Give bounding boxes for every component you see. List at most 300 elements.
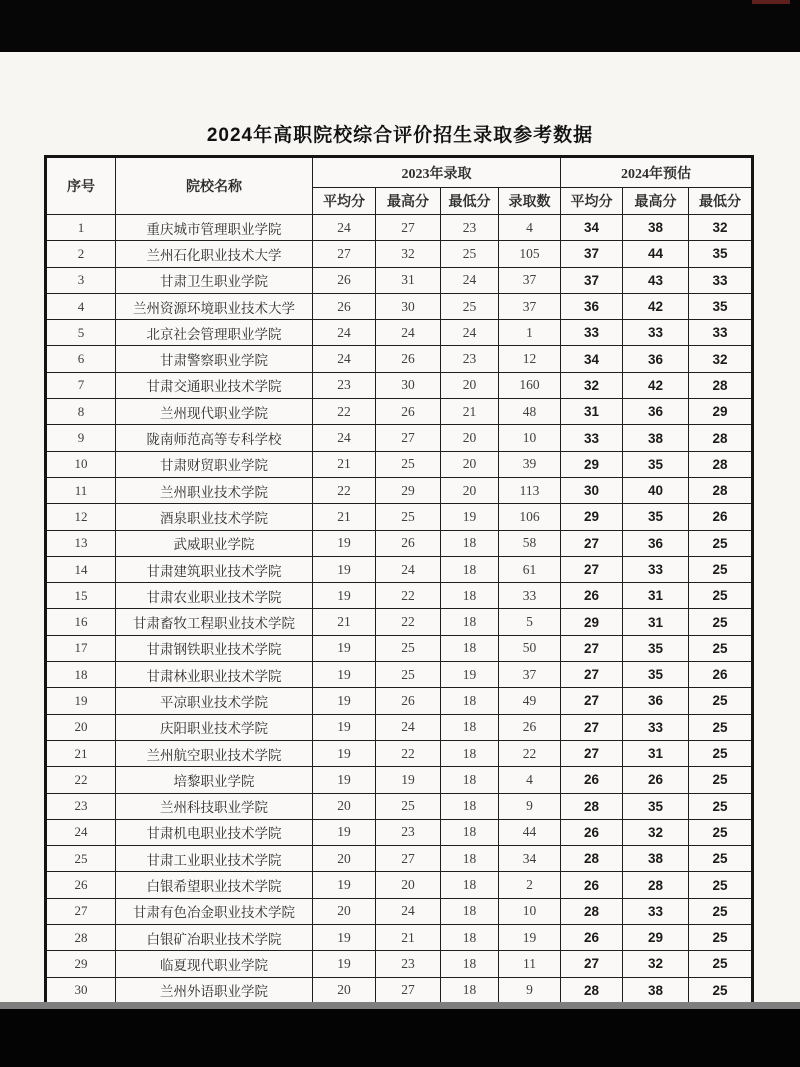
min-2023: 18 xyxy=(441,846,499,872)
table-row xyxy=(46,425,753,451)
header-college-name: 院校名称 xyxy=(116,157,313,215)
max-2023: 23 xyxy=(376,951,441,977)
max-2024: 36 xyxy=(623,530,689,556)
row-index: 1 xyxy=(46,215,116,241)
avg-2023: 20 xyxy=(313,977,376,1003)
min-2024: 25 xyxy=(689,583,753,609)
table-row xyxy=(46,714,753,740)
count-2023: 9 xyxy=(499,977,561,1003)
max-2023: 25 xyxy=(376,793,441,819)
avg-2024: 29 xyxy=(561,451,623,477)
max-2024: 35 xyxy=(623,793,689,819)
max-2024: 35 xyxy=(623,635,689,661)
college-name: 陇南师范高等专科学校 xyxy=(116,425,313,451)
table-row xyxy=(46,530,753,556)
bottom-black-band xyxy=(0,1009,800,1067)
max-2024: 33 xyxy=(623,898,689,924)
max-2023: 26 xyxy=(376,399,441,425)
min-2023: 18 xyxy=(441,872,499,898)
college-name: 甘肃农业职业技术学院 xyxy=(116,583,313,609)
table-row xyxy=(46,688,753,714)
max-2024: 38 xyxy=(623,425,689,451)
college-name: 兰州职业技术学院 xyxy=(116,477,313,503)
header-count-2023: 录取数 xyxy=(499,188,561,215)
avg-2023: 21 xyxy=(313,609,376,635)
max-2023: 22 xyxy=(376,740,441,766)
table-row xyxy=(46,372,753,398)
count-2023: 49 xyxy=(499,688,561,714)
min-2024: 28 xyxy=(689,451,753,477)
min-2023: 18 xyxy=(441,688,499,714)
count-2023: 160 xyxy=(499,372,561,398)
count-2023: 105 xyxy=(499,241,561,267)
college-name: 甘肃卫生职业学院 xyxy=(116,267,313,293)
max-2023: 30 xyxy=(376,372,441,398)
college-name: 兰州资源环境职业技术大学 xyxy=(116,293,313,319)
min-2024: 25 xyxy=(689,846,753,872)
max-2023: 24 xyxy=(376,714,441,740)
max-2024: 31 xyxy=(623,609,689,635)
min-2024: 35 xyxy=(689,241,753,267)
table-row xyxy=(46,898,753,924)
min-2024: 29 xyxy=(689,399,753,425)
avg-2023: 26 xyxy=(313,293,376,319)
avg-2024: 34 xyxy=(561,346,623,372)
table-row xyxy=(46,293,753,319)
avg-2024: 36 xyxy=(561,293,623,319)
row-index: 14 xyxy=(46,556,116,582)
max-2023: 27 xyxy=(376,977,441,1003)
avg-2024: 32 xyxy=(561,372,623,398)
table-row xyxy=(46,399,753,425)
row-index: 22 xyxy=(46,767,116,793)
avg-2023: 24 xyxy=(313,320,376,346)
table-body xyxy=(46,215,753,1030)
row-index: 26 xyxy=(46,872,116,898)
table-row xyxy=(46,215,753,241)
count-2023: 48 xyxy=(499,399,561,425)
max-2023: 27 xyxy=(376,215,441,241)
college-name: 平凉职业技术学院 xyxy=(116,688,313,714)
avg-2023: 20 xyxy=(313,846,376,872)
college-name: 甘肃财贸职业学院 xyxy=(116,451,313,477)
avg-2024: 28 xyxy=(561,846,623,872)
avg-2024: 33 xyxy=(561,320,623,346)
min-2024: 25 xyxy=(689,872,753,898)
document-page xyxy=(0,52,800,1002)
table-row xyxy=(46,951,753,977)
min-2024: 25 xyxy=(689,635,753,661)
avg-2024: 27 xyxy=(561,714,623,740)
min-2024: 28 xyxy=(689,477,753,503)
min-2024: 35 xyxy=(689,293,753,319)
college-name: 兰州科技职业学院 xyxy=(116,793,313,819)
max-2023: 25 xyxy=(376,451,441,477)
count-2023: 37 xyxy=(499,662,561,688)
college-name: 甘肃钢铁职业技术学院 xyxy=(116,635,313,661)
min-2023: 18 xyxy=(441,740,499,766)
row-index: 17 xyxy=(46,635,116,661)
header-avg-2024: 平均分 xyxy=(561,188,623,215)
min-2023: 25 xyxy=(441,241,499,267)
max-2024: 35 xyxy=(623,451,689,477)
table-row xyxy=(46,925,753,951)
avg-2023: 19 xyxy=(313,925,376,951)
count-2023: 4 xyxy=(499,215,561,241)
min-2023: 25 xyxy=(441,293,499,319)
count-2023: 106 xyxy=(499,504,561,530)
min-2024: 25 xyxy=(689,951,753,977)
header-max-2023: 最高分 xyxy=(376,188,441,215)
avg-2023: 19 xyxy=(313,583,376,609)
max-2024: 38 xyxy=(623,846,689,872)
college-name: 甘肃工业职业技术学院 xyxy=(116,846,313,872)
avg-2024: 26 xyxy=(561,767,623,793)
avg-2023: 23 xyxy=(313,372,376,398)
college-name: 兰州石化职业技术大学 xyxy=(116,241,313,267)
max-2024: 35 xyxy=(623,504,689,530)
max-2024: 32 xyxy=(623,819,689,845)
avg-2024: 29 xyxy=(561,609,623,635)
min-2023: 18 xyxy=(441,609,499,635)
college-name: 甘肃建筑职业技术学院 xyxy=(116,556,313,582)
min-2024: 25 xyxy=(689,740,753,766)
max-2023: 32 xyxy=(376,241,441,267)
min-2023: 19 xyxy=(441,662,499,688)
header-min-2023: 最低分 xyxy=(441,188,499,215)
avg-2024: 27 xyxy=(561,688,623,714)
max-2024: 33 xyxy=(623,714,689,740)
count-2023: 10 xyxy=(499,898,561,924)
avg-2024: 31 xyxy=(561,399,623,425)
max-2023: 19 xyxy=(376,767,441,793)
page-title: 2024年高职院校综合评价招生录取参考数据 xyxy=(206,125,594,146)
row-index: 5 xyxy=(46,320,116,346)
min-2023: 23 xyxy=(441,215,499,241)
min-2023: 18 xyxy=(441,819,499,845)
count-2023: 58 xyxy=(499,530,561,556)
table-row xyxy=(46,977,753,1003)
table-row xyxy=(46,451,753,477)
min-2024: 25 xyxy=(689,819,753,845)
min-2024: 25 xyxy=(689,925,753,951)
min-2023: 18 xyxy=(441,635,499,661)
max-2024: 38 xyxy=(623,215,689,241)
row-index: 19 xyxy=(46,688,116,714)
row-index: 12 xyxy=(46,504,116,530)
avg-2024: 37 xyxy=(561,267,623,293)
count-2023: 37 xyxy=(499,293,561,319)
max-2023: 25 xyxy=(376,662,441,688)
min-2024: 33 xyxy=(689,320,753,346)
table-row xyxy=(46,583,753,609)
header-max-2024: 最高分 xyxy=(623,188,689,215)
count-2023: 10 xyxy=(499,425,561,451)
avg-2023: 19 xyxy=(313,740,376,766)
avg-2024: 29 xyxy=(561,504,623,530)
max-2024: 42 xyxy=(623,293,689,319)
avg-2024: 33 xyxy=(561,425,623,451)
college-name: 兰州航空职业技术学院 xyxy=(116,740,313,766)
min-2023: 24 xyxy=(441,267,499,293)
max-2024: 36 xyxy=(623,688,689,714)
college-name: 培黎职业学院 xyxy=(116,767,313,793)
avg-2024: 26 xyxy=(561,925,623,951)
avg-2024: 37 xyxy=(561,241,623,267)
max-2023: 30 xyxy=(376,293,441,319)
count-2023: 39 xyxy=(499,451,561,477)
college-name: 甘肃交通职业技术学院 xyxy=(116,372,313,398)
count-2023: 2 xyxy=(499,872,561,898)
avg-2023: 19 xyxy=(313,714,376,740)
max-2023: 24 xyxy=(376,320,441,346)
college-name: 重庆城市管理职业学院 xyxy=(116,215,313,241)
min-2024: 25 xyxy=(689,530,753,556)
max-2023: 26 xyxy=(376,688,441,714)
avg-2024: 27 xyxy=(561,740,623,766)
avg-2023: 19 xyxy=(313,635,376,661)
min-2024: 26 xyxy=(689,662,753,688)
avg-2023: 21 xyxy=(313,504,376,530)
max-2023: 25 xyxy=(376,504,441,530)
max-2023: 29 xyxy=(376,477,441,503)
avg-2024: 28 xyxy=(561,898,623,924)
header-index: 序号 xyxy=(46,157,116,215)
max-2024: 32 xyxy=(623,951,689,977)
min-2023: 24 xyxy=(441,320,499,346)
min-2023: 19 xyxy=(441,504,499,530)
avg-2023: 19 xyxy=(313,530,376,556)
row-index: 23 xyxy=(46,793,116,819)
min-2024: 33 xyxy=(689,267,753,293)
row-index: 30 xyxy=(46,977,116,1003)
min-2024: 32 xyxy=(689,215,753,241)
max-2023: 31 xyxy=(376,267,441,293)
avg-2023: 21 xyxy=(313,451,376,477)
row-index: 10 xyxy=(46,451,116,477)
min-2024: 25 xyxy=(689,609,753,635)
avg-2023: 19 xyxy=(313,662,376,688)
college-name: 白银希望职业技术学院 xyxy=(116,872,313,898)
row-index: 18 xyxy=(46,662,116,688)
row-index: 13 xyxy=(46,530,116,556)
min-2023: 18 xyxy=(441,925,499,951)
min-2024: 25 xyxy=(689,898,753,924)
avg-2024: 27 xyxy=(561,556,623,582)
min-2023: 20 xyxy=(441,372,499,398)
max-2024: 31 xyxy=(623,740,689,766)
table-row xyxy=(46,320,753,346)
min-2023: 20 xyxy=(441,451,499,477)
max-2024: 36 xyxy=(623,399,689,425)
avg-2023: 19 xyxy=(313,688,376,714)
min-2024: 32 xyxy=(689,346,753,372)
min-2024: 28 xyxy=(689,425,753,451)
max-2023: 24 xyxy=(376,556,441,582)
min-2024: 26 xyxy=(689,504,753,530)
avg-2023: 24 xyxy=(313,215,376,241)
avg-2023: 24 xyxy=(313,346,376,372)
max-2024: 44 xyxy=(623,241,689,267)
row-index: 7 xyxy=(46,372,116,398)
min-2023: 18 xyxy=(441,714,499,740)
college-name: 甘肃机电职业技术学院 xyxy=(116,819,313,845)
college-name: 兰州外语职业学院 xyxy=(116,977,313,1003)
max-2024: 35 xyxy=(623,662,689,688)
min-2023: 18 xyxy=(441,767,499,793)
max-2024: 36 xyxy=(623,346,689,372)
table-row xyxy=(46,609,753,635)
header-group-2023: 2023年录取 xyxy=(313,157,561,188)
college-name: 甘肃有色冶金职业技术学院 xyxy=(116,898,313,924)
min-2024: 25 xyxy=(689,767,753,793)
row-index: 29 xyxy=(46,951,116,977)
count-2023: 44 xyxy=(499,819,561,845)
college-name: 酒泉职业技术学院 xyxy=(116,504,313,530)
max-2023: 26 xyxy=(376,530,441,556)
min-2024: 25 xyxy=(689,714,753,740)
max-2024: 29 xyxy=(623,925,689,951)
count-2023: 9 xyxy=(499,793,561,819)
count-2023: 1 xyxy=(499,320,561,346)
avg-2023: 24 xyxy=(313,425,376,451)
avg-2023: 19 xyxy=(313,819,376,845)
min-2023: 23 xyxy=(441,346,499,372)
college-name: 兰州现代职业学院 xyxy=(116,399,313,425)
college-name: 庆阳职业技术学院 xyxy=(116,714,313,740)
min-2023: 20 xyxy=(441,477,499,503)
max-2023: 26 xyxy=(376,346,441,372)
avg-2024: 26 xyxy=(561,819,623,845)
top-black-band xyxy=(0,0,800,52)
max-2023: 24 xyxy=(376,898,441,924)
college-name: 甘肃林业职业技术学院 xyxy=(116,662,313,688)
count-2023: 11 xyxy=(499,951,561,977)
table-row xyxy=(46,767,753,793)
count-2023: 33 xyxy=(499,583,561,609)
max-2023: 22 xyxy=(376,583,441,609)
admission-data-table xyxy=(44,155,754,1031)
count-2023: 50 xyxy=(499,635,561,661)
min-2023: 20 xyxy=(441,425,499,451)
row-index: 15 xyxy=(46,583,116,609)
max-2023: 27 xyxy=(376,846,441,872)
min-2024: 25 xyxy=(689,793,753,819)
avg-2024: 26 xyxy=(561,872,623,898)
count-2023: 61 xyxy=(499,556,561,582)
max-2023: 21 xyxy=(376,925,441,951)
row-index: 21 xyxy=(46,740,116,766)
table-row xyxy=(46,846,753,872)
row-index: 16 xyxy=(46,609,116,635)
avg-2023: 20 xyxy=(313,898,376,924)
row-index: 8 xyxy=(46,399,116,425)
table-row xyxy=(46,819,753,845)
avg-2024: 27 xyxy=(561,635,623,661)
avg-2024: 30 xyxy=(561,477,623,503)
red-corner-mark xyxy=(752,0,790,4)
table-row xyxy=(46,740,753,766)
table-row xyxy=(46,635,753,661)
min-2023: 18 xyxy=(441,977,499,1003)
table-row xyxy=(46,872,753,898)
row-index: 3 xyxy=(46,267,116,293)
min-2024: 25 xyxy=(689,977,753,1003)
count-2023: 26 xyxy=(499,714,561,740)
max-2023: 20 xyxy=(376,872,441,898)
avg-2024: 28 xyxy=(561,793,623,819)
max-2023: 23 xyxy=(376,819,441,845)
count-2023: 22 xyxy=(499,740,561,766)
max-2023: 22 xyxy=(376,609,441,635)
avg-2023: 19 xyxy=(313,556,376,582)
table-row xyxy=(46,477,753,503)
max-2024: 33 xyxy=(623,320,689,346)
avg-2023: 26 xyxy=(313,267,376,293)
row-index: 24 xyxy=(46,819,116,845)
row-index: 28 xyxy=(46,925,116,951)
avg-2023: 22 xyxy=(313,399,376,425)
count-2023: 4 xyxy=(499,767,561,793)
max-2023: 27 xyxy=(376,425,441,451)
max-2024: 33 xyxy=(623,556,689,582)
max-2024: 31 xyxy=(623,583,689,609)
min-2023: 18 xyxy=(441,530,499,556)
header-group-2024: 2024年预估 xyxy=(561,157,753,188)
max-2024: 38 xyxy=(623,977,689,1003)
min-2024: 25 xyxy=(689,688,753,714)
max-2024: 43 xyxy=(623,267,689,293)
avg-2023: 19 xyxy=(313,872,376,898)
college-name: 临夏现代职业学院 xyxy=(116,951,313,977)
min-2023: 18 xyxy=(441,583,499,609)
min-2024: 25 xyxy=(689,556,753,582)
min-2023: 18 xyxy=(441,898,499,924)
row-index: 4 xyxy=(46,293,116,319)
row-index: 27 xyxy=(46,898,116,924)
avg-2023: 27 xyxy=(313,241,376,267)
table-row xyxy=(46,662,753,688)
table-row xyxy=(46,241,753,267)
count-2023: 113 xyxy=(499,477,561,503)
max-2024: 40 xyxy=(623,477,689,503)
max-2024: 26 xyxy=(623,767,689,793)
avg-2023: 20 xyxy=(313,793,376,819)
avg-2024: 27 xyxy=(561,530,623,556)
min-2023: 18 xyxy=(441,556,499,582)
bottom-gray-strip xyxy=(0,1002,800,1009)
avg-2023: 19 xyxy=(313,767,376,793)
count-2023: 34 xyxy=(499,846,561,872)
avg-2023: 22 xyxy=(313,477,376,503)
count-2023: 5 xyxy=(499,609,561,635)
avg-2024: 28 xyxy=(561,977,623,1003)
header-min-2024: 最低分 xyxy=(689,188,753,215)
max-2023: 25 xyxy=(376,635,441,661)
table-row xyxy=(46,504,753,530)
row-index: 20 xyxy=(46,714,116,740)
header-avg-2023: 平均分 xyxy=(313,188,376,215)
row-index: 2 xyxy=(46,241,116,267)
row-index: 9 xyxy=(46,425,116,451)
college-name: 白银矿冶职业技术学院 xyxy=(116,925,313,951)
max-2024: 42 xyxy=(623,372,689,398)
row-index: 25 xyxy=(46,846,116,872)
max-2024: 28 xyxy=(623,872,689,898)
college-name: 甘肃警察职业学院 xyxy=(116,346,313,372)
count-2023: 19 xyxy=(499,925,561,951)
college-name: 北京社会管理职业学院 xyxy=(116,320,313,346)
